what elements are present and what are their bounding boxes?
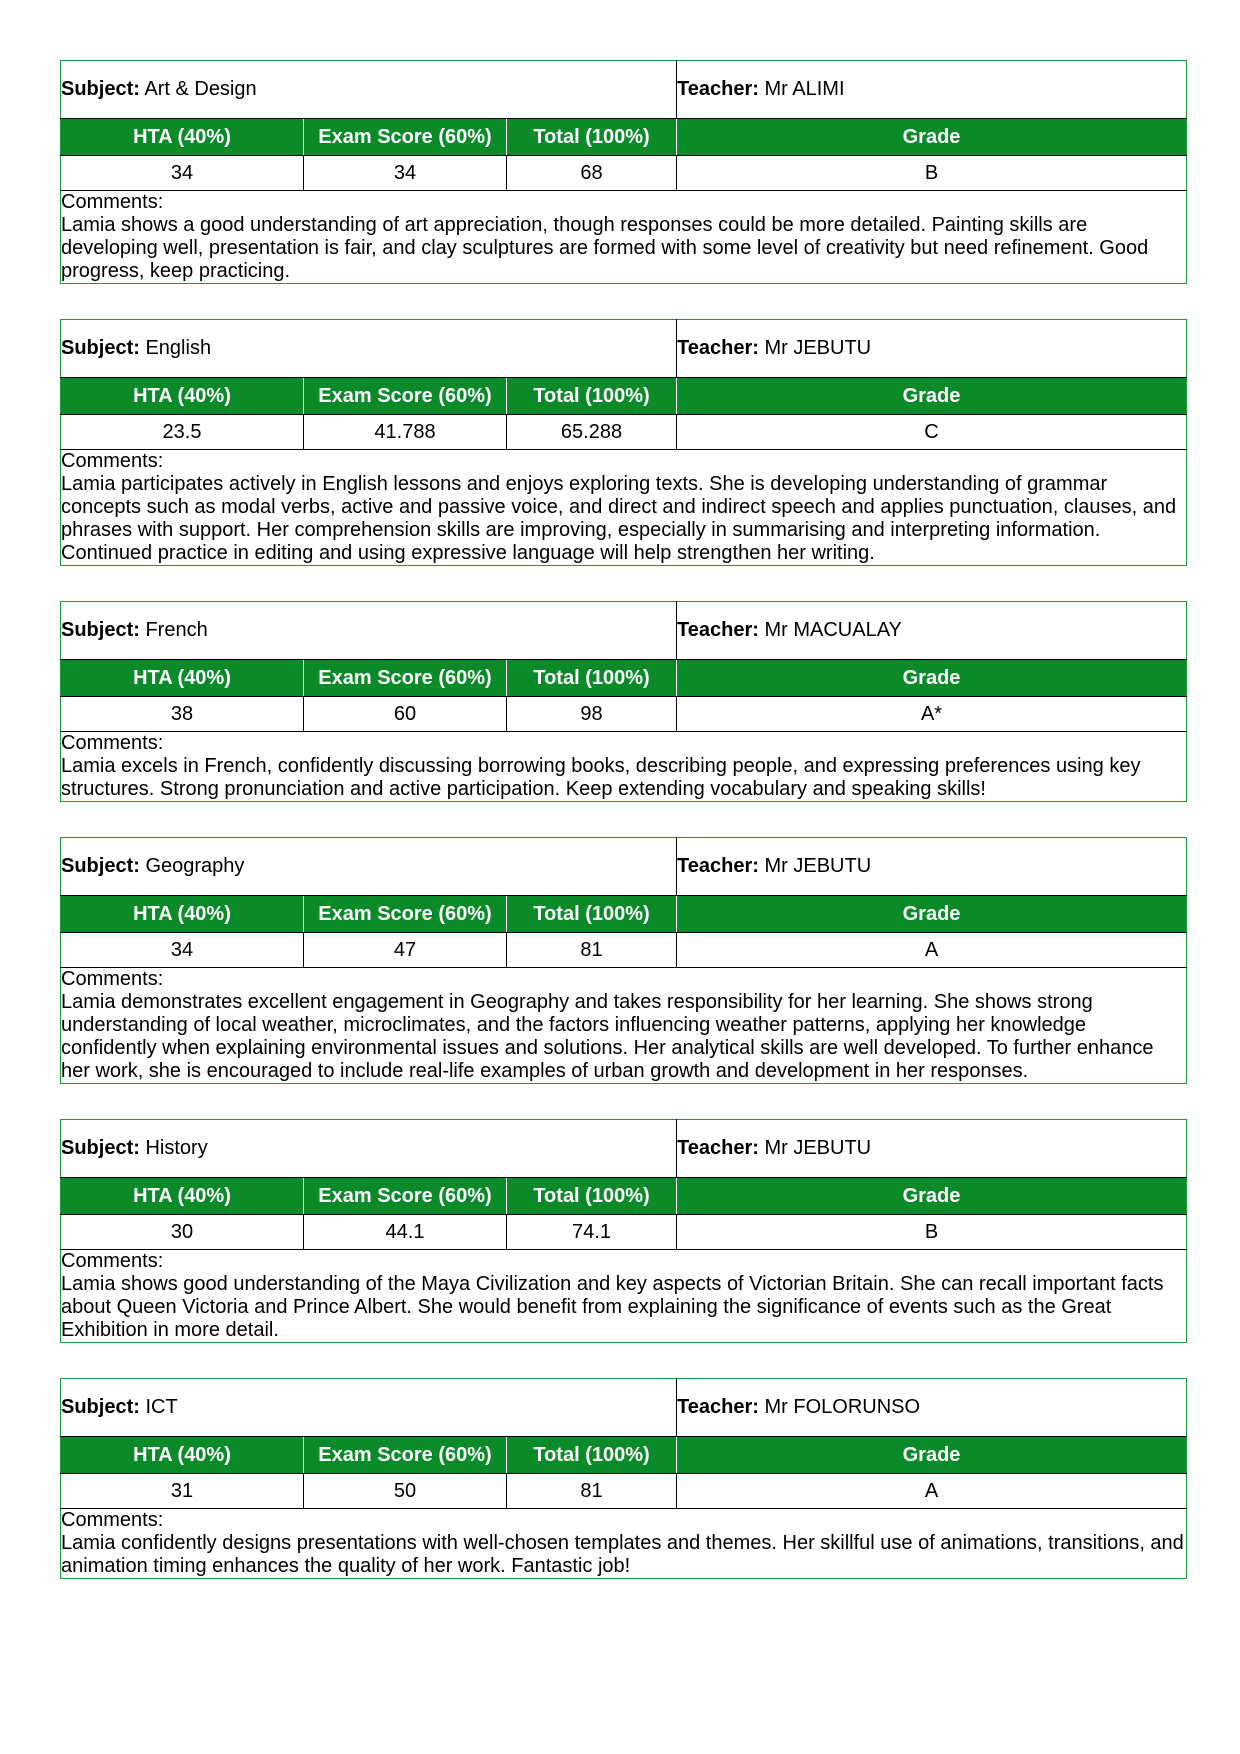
subject-name: History [145, 1137, 208, 1159]
exam-header: Exam Score (60%) [304, 378, 507, 415]
exam-value: 60 [304, 697, 507, 732]
report-cards [60, 60, 1186, 1614]
subject-card-art-design [60, 60, 1187, 284]
hta-value: 38 [61, 697, 304, 732]
hta-header: HTA (40%) [61, 119, 304, 156]
comments-text: Lamia participates actively in English lessons and enjoys exploring texts. She is developing understanding of grammar concepts such as modal verbs, active and passive voice, and direct and indirect speech and applies punctuation, clauses, and phrases with support. Her comprehension skills are improving, especially in summarising and interpreting information. Continued practice in editing and using expressive language will help strengthen her writing. [61, 473, 1177, 564]
total-value: 98 [507, 697, 677, 732]
subject-label: Subject: [61, 337, 140, 359]
comments-label: Comments: [61, 450, 164, 472]
total-value: 65.288 [507, 415, 677, 450]
subject-cell [61, 1379, 677, 1437]
grade-header: Grade [677, 1437, 1187, 1474]
total-header: Total (100%) [507, 378, 677, 415]
subject-label: Subject: [61, 855, 140, 877]
exam-header: Exam Score (60%) [304, 1437, 507, 1474]
subject-cell [61, 838, 677, 896]
grade-value: A [677, 933, 1187, 968]
teacher-cell [677, 1379, 1187, 1437]
hta-value: 34 [61, 933, 304, 968]
grade-value: B [677, 1215, 1187, 1250]
subject-label: Subject: [61, 78, 140, 100]
total-header: Total (100%) [507, 1178, 677, 1215]
exam-header: Exam Score (60%) [304, 896, 507, 933]
total-header: Total (100%) [507, 660, 677, 697]
grade-header: Grade [677, 1178, 1187, 1215]
comments-text: Lamia excels in French, confidently discussing borrowing books, describing people, and expressing preferences using key structures. Strong pronunciation and active participation. Keep extending vocabulary and speaking skills! [61, 755, 1141, 800]
teacher-cell [677, 320, 1187, 378]
subject-card-french [60, 601, 1187, 802]
grade-header: Grade [677, 378, 1187, 415]
teacher-cell [677, 602, 1187, 660]
grade-header: Grade [677, 119, 1187, 156]
subject-cell [61, 1120, 677, 1178]
teacher-name: Mr JEBUTU [764, 337, 872, 359]
subject-cell [61, 320, 677, 378]
teacher-name: Mr FOLORUNSO [764, 1396, 921, 1418]
teacher-name: Mr JEBUTU [764, 1137, 872, 1159]
hta-value: 23.5 [61, 415, 304, 450]
teacher-label: Teacher: [677, 1396, 759, 1418]
comments-label: Comments: [61, 1509, 164, 1531]
hta-header: HTA (40%) [61, 660, 304, 697]
hta-header: HTA (40%) [61, 896, 304, 933]
teacher-cell [677, 61, 1187, 119]
hta-header: HTA (40%) [61, 1437, 304, 1474]
subject-name: ICT [145, 1396, 178, 1418]
total-header: Total (100%) [507, 119, 677, 156]
grade-value: A* [677, 697, 1187, 732]
total-value: 81 [507, 933, 677, 968]
teacher-name: Mr MACUALAY [764, 619, 902, 641]
comments-label: Comments: [61, 968, 164, 990]
total-header: Total (100%) [507, 896, 677, 933]
teacher-label: Teacher: [677, 78, 759, 100]
total-value: 81 [507, 1474, 677, 1509]
comments-text: Lamia demonstrates excellent engagement in Geography and takes responsibility for her learning. She shows strong understanding of local weather, microclimates, and the factors influencing weather patterns, applying her knowledge confidently when explaining environmental issues and solutions. Her analytical skills are well developed. To further enhance her work, she is encouraged to include real-life examples of urban growth and development in her responses. [61, 991, 1154, 1082]
subject-card-geography [60, 837, 1187, 1084]
grade-value: C [677, 415, 1187, 450]
teacher-label: Teacher: [677, 337, 759, 359]
exam-header: Exam Score (60%) [304, 119, 507, 156]
grade-header: Grade [677, 896, 1187, 933]
hta-value: 34 [61, 156, 304, 191]
subject-name: Geography [145, 855, 245, 877]
teacher-label: Teacher: [677, 1137, 759, 1159]
total-header: Total (100%) [507, 1437, 677, 1474]
teacher-name: Mr ALIMI [764, 78, 845, 100]
total-value: 74.1 [507, 1215, 677, 1250]
subject-name: English [145, 337, 212, 359]
teacher-cell [677, 1120, 1187, 1178]
exam-value: 34 [304, 156, 507, 191]
teacher-label: Teacher: [677, 619, 759, 641]
exam-value: 50 [304, 1474, 507, 1509]
subject-name: French [145, 619, 208, 641]
subject-label: Subject: [61, 619, 140, 641]
exam-header: Exam Score (60%) [304, 1178, 507, 1215]
subject-label: Subject: [61, 1396, 140, 1418]
exam-header: Exam Score (60%) [304, 660, 507, 697]
comments-label: Comments: [61, 732, 164, 754]
comments-text: Lamia shows a good understanding of art appreciation, though responses could be more detailed. Painting skills are developing well, presentation is fair, and clay sculptures are formed with some level of creativity but need refinement. Good progress, keep practicing. [61, 214, 1149, 282]
grade-value: B [677, 156, 1187, 191]
subject-cell [61, 61, 677, 119]
comments-text: Lamia confidently designs presentations with well-chosen templates and themes. Her skillful use of animations, transitions, and animation timing enhances the quality of her work. Fantastic job! [61, 1532, 1184, 1577]
comments-cell [61, 191, 1187, 284]
comments-cell [61, 1509, 1187, 1579]
exam-value: 41.788 [304, 415, 507, 450]
grade-header: Grade [677, 660, 1187, 697]
exam-value: 47 [304, 933, 507, 968]
comments-label: Comments: [61, 1250, 164, 1272]
subject-name: Art & Design [144, 78, 257, 100]
grade-value: A [677, 1474, 1187, 1509]
comments-cell [61, 450, 1187, 566]
hta-header: HTA (40%) [61, 378, 304, 415]
hta-header: HTA (40%) [61, 1178, 304, 1215]
comments-label: Comments: [61, 191, 164, 213]
subject-cell [61, 602, 677, 660]
total-value: 68 [507, 156, 677, 191]
teacher-label: Teacher: [677, 855, 759, 877]
comments-text: Lamia shows good understanding of the Maya Civilization and key aspects of Victorian Britain. She can recall important facts about Queen Victoria and Prince Albert. She would benefit from explaining the significance of events such as the Great Exhibition in more detail. [61, 1273, 1164, 1341]
subject-card-history [60, 1119, 1187, 1343]
comments-cell [61, 968, 1187, 1084]
teacher-name: Mr JEBUTU [764, 855, 872, 877]
subject-label: Subject: [61, 1137, 140, 1159]
comments-cell [61, 1250, 1187, 1343]
subject-card-ict [60, 1378, 1187, 1579]
hta-value: 31 [61, 1474, 304, 1509]
comments-cell [61, 732, 1187, 802]
hta-value: 30 [61, 1215, 304, 1250]
subject-card-english [60, 319, 1187, 566]
exam-value: 44.1 [304, 1215, 507, 1250]
teacher-cell [677, 838, 1187, 896]
